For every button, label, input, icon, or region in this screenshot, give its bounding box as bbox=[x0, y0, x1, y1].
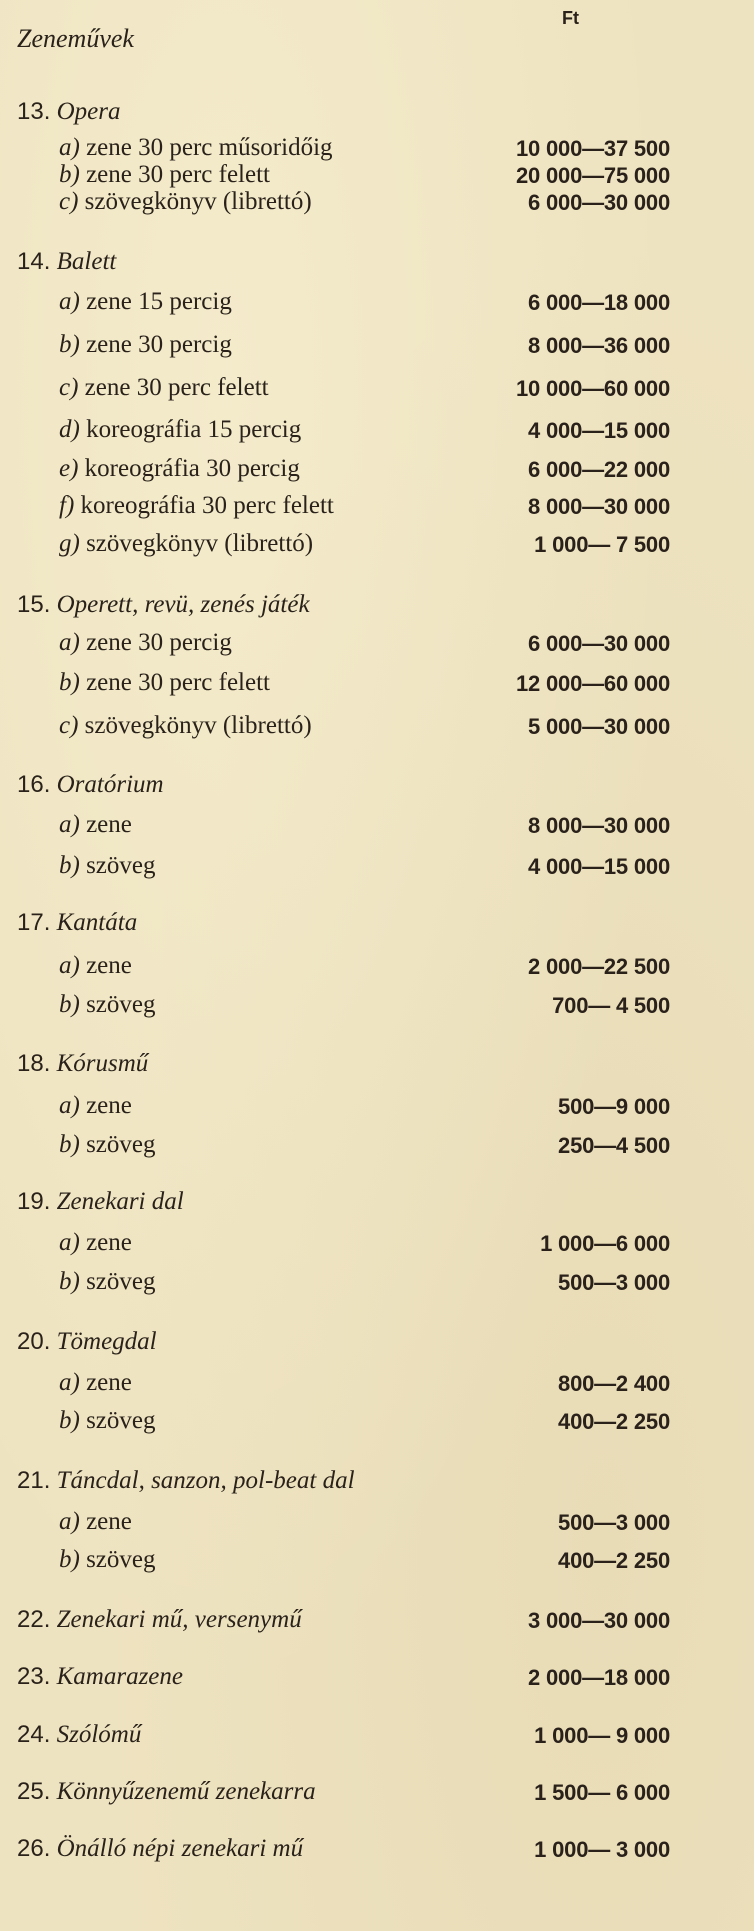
price-range: 8 000—30 000 bbox=[528, 813, 670, 838]
price-range: 12 000—60 000 bbox=[516, 671, 670, 696]
list-item: g) szövegkönyv (librettó) bbox=[59, 530, 314, 557]
price-range: 5 000—30 000 bbox=[528, 714, 670, 739]
price-range: 2 000—22 500 bbox=[528, 954, 670, 979]
price-range: 6 000—18 000 bbox=[528, 290, 670, 315]
price-range: 1 000—6 000 bbox=[540, 1231, 670, 1256]
price-range: 8 000—36 000 bbox=[528, 333, 670, 358]
price-range: 4 000—15 000 bbox=[528, 418, 670, 443]
price-range: 500—3 000 bbox=[558, 1270, 670, 1295]
price-range: 800—2 400 bbox=[558, 1371, 670, 1396]
price-range: 3 000—30 000 bbox=[528, 1608, 670, 1633]
price-range: 6 000—30 000 bbox=[528, 631, 670, 656]
price-range: 500—3 000 bbox=[558, 1510, 670, 1535]
section-heading: 22. Zenekari mű, versenymű bbox=[17, 1606, 302, 1633]
list-item: b) szöveg bbox=[59, 1546, 156, 1573]
price-range: 1 500— 6 000 bbox=[534, 1780, 670, 1805]
list-item: b) szöveg bbox=[59, 1268, 156, 1295]
section-heading: 20. Tömegdal bbox=[17, 1328, 157, 1355]
list-item: b) zene 30 perc felett bbox=[59, 669, 270, 696]
list-item: c) szövegkönyv (librettó) bbox=[59, 712, 312, 739]
list-item: c) szövegkönyv (librettó) bbox=[59, 188, 312, 215]
list-item: a) zene bbox=[59, 952, 132, 979]
list-item: c) zene 30 perc felett bbox=[59, 374, 269, 401]
price-range: 400—2 250 bbox=[558, 1548, 670, 1573]
section-heading: 14. Balett bbox=[17, 248, 117, 275]
section-heading: 17. Kantáta bbox=[17, 909, 138, 936]
price-range: 6 000—22 000 bbox=[528, 457, 670, 482]
price-range: 1 000— 9 000 bbox=[534, 1723, 670, 1748]
price-range: 8 000—30 000 bbox=[528, 494, 670, 519]
section-heading: 25. Könnyűzenemű zenekarra bbox=[17, 1778, 316, 1805]
section-heading: 16. Oratórium bbox=[17, 771, 164, 798]
section-heading: 15. Operett, revü, zenés játék bbox=[17, 591, 310, 618]
price-range: 10 000—37 500 bbox=[516, 136, 670, 161]
section-heading: 21. Táncdal, sanzon, pol-beat dal bbox=[17, 1467, 355, 1494]
section-heading: 18. Kórusmű bbox=[17, 1050, 149, 1077]
list-item: b) zene 30 perc felett bbox=[59, 161, 270, 188]
list-item: a) zene bbox=[59, 811, 132, 838]
list-item: a) zene 30 percig bbox=[59, 629, 232, 656]
price-range: 1 000— 3 000 bbox=[534, 1837, 670, 1862]
price-range: 1 000— 7 500 bbox=[534, 532, 670, 557]
list-item: a) zene bbox=[59, 1369, 132, 1396]
price-range: 500—9 000 bbox=[558, 1094, 670, 1119]
list-item: b) szöveg bbox=[59, 991, 156, 1018]
price-range: 2 000—18 000 bbox=[528, 1665, 670, 1690]
list-item: a) zene bbox=[59, 1508, 132, 1535]
list-item: a) zene 30 perc műsoridőig bbox=[59, 134, 333, 161]
list-item: d) koreográfia 15 percig bbox=[59, 416, 302, 443]
section-heading: 13. Opera bbox=[17, 98, 121, 125]
section-heading: 19. Zenekari dal bbox=[17, 1188, 184, 1215]
list-item: b) szöveg bbox=[59, 852, 156, 879]
list-item: b) szöveg bbox=[59, 1407, 156, 1434]
list-item: a) zene bbox=[59, 1229, 132, 1256]
price-range: 20 000—75 000 bbox=[516, 163, 670, 188]
list-item: b) zene 30 percig bbox=[59, 331, 232, 358]
list-item: a) zene 15 percig bbox=[59, 288, 232, 315]
section-heading: 23. Kamarazene bbox=[17, 1663, 184, 1690]
price-range: 4 000—15 000 bbox=[528, 854, 670, 879]
list-item: e) koreográfia 30 percig bbox=[59, 455, 300, 482]
list-item: b) szöveg bbox=[59, 1131, 156, 1158]
list-item: f) koreográfia 30 perc felett bbox=[59, 492, 334, 519]
list-item: a) zene bbox=[59, 1092, 132, 1119]
price-range: 700— 4 500 bbox=[552, 993, 670, 1018]
currency-unit: Ft bbox=[562, 8, 579, 28]
price-range: 10 000—60 000 bbox=[516, 376, 670, 401]
price-range: 250—4 500 bbox=[558, 1133, 670, 1158]
price-range: 6 000—30 000 bbox=[528, 190, 670, 215]
section-heading: 24. Szólómű bbox=[17, 1721, 142, 1748]
section-heading: 26. Önálló népi zenekari mű bbox=[17, 1835, 304, 1862]
page-title: Zeneművek bbox=[17, 24, 134, 53]
price-range: 400—2 250 bbox=[558, 1409, 670, 1434]
